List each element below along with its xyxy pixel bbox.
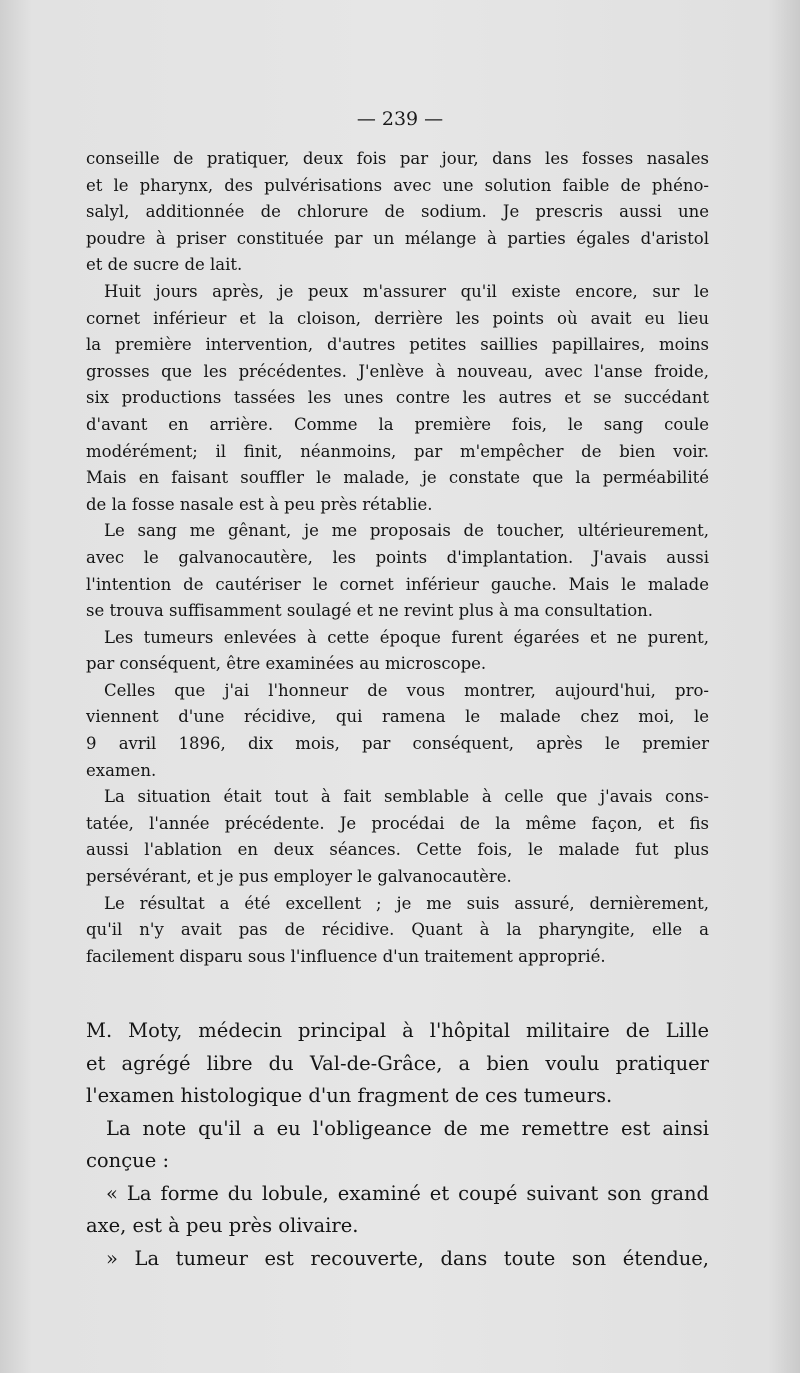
text-line: modérément; il finit, néanmoins, par m'empêcher de bien voir.	[86, 441, 709, 461]
text-line: persévérant, et je pus employer le galvanocautère.	[86, 867, 512, 887]
text-line: poudre à priser constituée par un mélange à parties égales d'aristol	[86, 228, 709, 248]
paragraph	[86, 891, 709, 971]
body-text-small	[86, 146, 709, 970]
text-line: aussi l'ablation en deux séances. Cette fois, le malade fut plus	[86, 840, 709, 860]
text-line: avec le galvanocautère, les points d'implantation. J'avais aussi	[86, 547, 709, 567]
text-line: « La forme du lobule, examiné et coupé suivant son grand	[106, 1181, 709, 1205]
text-line: salyl, additionnée de chlorure de sodium. Je prescris aussi une	[86, 202, 709, 222]
text-line: tatée, l'année précédente. Je procédai de la même façon, et fis	[86, 813, 709, 833]
text-line: et le pharynx, des pulvérisations avec une solution faible de phéno-	[86, 175, 709, 195]
text-line: grosses que les précédentes. J'enlève à nouveau, avec l'anse froide,	[86, 361, 709, 381]
text-line: la première intervention, d'autres petites saillies papillaires, moins	[86, 335, 709, 355]
paragraph	[86, 678, 709, 784]
text-line: cornet inférieur et la cloison, derrière les points où avait eu lieu	[86, 308, 709, 328]
page-number: — 239 —	[356, 108, 444, 130]
text-line: » La tumeur est recouverte, dans toute son étendue,	[106, 1246, 709, 1270]
text-line: Huit jours après, je peux m'assurer qu'il existe encore, sur le	[104, 281, 709, 301]
text-line: de la fosse nasale est à peu près rétablie.	[86, 494, 433, 514]
paragraph	[86, 784, 709, 890]
text-line: La note qu'il a eu l'obligeance de me remettre est ainsi	[106, 1116, 709, 1140]
text-line: qu'il n'y avait pas de récidive. Quant à la pharyngite, elle a	[86, 920, 709, 940]
text-line: l'intention de cautériser le cornet inférieur gauche. Mais le malade	[86, 574, 709, 594]
paragraph	[86, 625, 709, 678]
text-line: conseille de pratiquer, deux fois par jour, dans les fosses nasales	[86, 149, 709, 168]
text-line: Mais en faisant souffler le malade, je constate que la perméabilité	[86, 468, 709, 488]
text-line: Le résultat a été excellent ; je me suis assuré, dernièrement,	[104, 893, 709, 913]
text-line: et de sucre de lait.	[86, 255, 243, 275]
text-line: six productions tassées les unes contre les autres et se succédant	[86, 388, 709, 408]
text-line: facilement disparu sous l'influence d'un traitement approprié.	[86, 946, 606, 966]
paragraph	[86, 146, 709, 279]
text-line: Le sang me gênant, je me proposais de toucher, ultérieurement,	[104, 521, 709, 541]
text-line: examen.	[86, 760, 157, 780]
text-line: par conséquent, être examinées au microscope.	[86, 654, 487, 674]
text-line: d'avant en arrière. Comme la première fois, le sang coule	[86, 414, 709, 434]
paragraph	[86, 1243, 709, 1276]
text-line: conçue :	[86, 1149, 170, 1172]
paragraph	[86, 1015, 709, 1113]
text-line: La situation était tout à fait semblable à celle que j'avais cons-	[104, 787, 709, 807]
text-line: se trouva suffisamment soulagé et ne revint plus à ma consultation.	[86, 601, 654, 621]
text-line: 9 avril 1896, dix mois, par conséquent, après le premier	[86, 734, 709, 754]
paragraph	[86, 1178, 709, 1243]
text-line: M. Moty, médecin principal à l'hôpital militaire de Lille	[86, 1019, 709, 1042]
text-line: viennent d'une récidive, qui ramena le malade chez moi, le	[86, 707, 709, 727]
text-line: axe, est à peu près olivaire.	[86, 1214, 359, 1237]
text-line: Celles que j'ai l'honneur de vous montrer, aujourd'hui, pro-	[104, 680, 709, 700]
text-line: et agrégé libre du Val-de-Grâce, a bien voulu pratiquer	[86, 1051, 709, 1075]
body-text-large	[86, 1015, 709, 1275]
text-line: Les tumeurs enlevées à cette époque furent égarées et ne purent,	[104, 627, 709, 647]
paragraph	[86, 279, 709, 518]
paragraph	[86, 1113, 709, 1178]
text-line: l'examen histologique d'un fragment de ces tumeurs.	[86, 1084, 613, 1107]
paragraph	[86, 518, 709, 624]
